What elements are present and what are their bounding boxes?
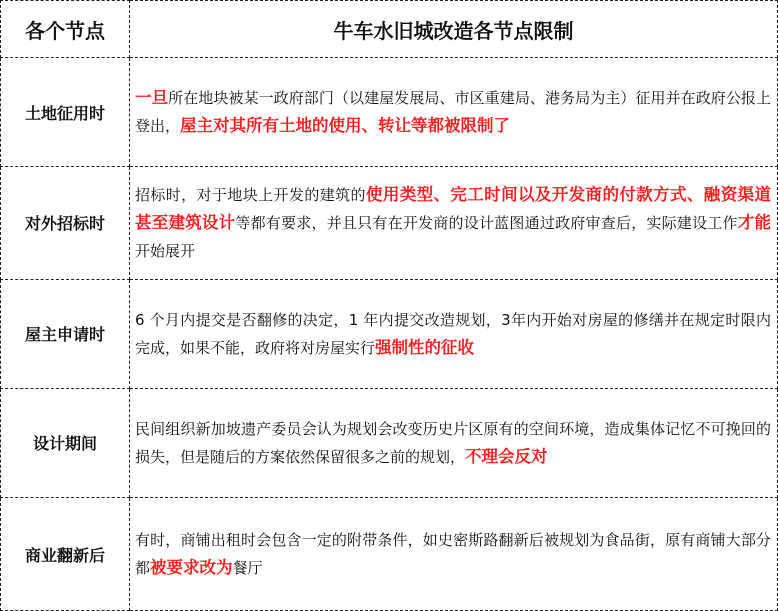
row-label: 对外招标时 [1, 167, 130, 280]
highlight-text: 使用类型、完工时间以及开发商的付款方式、融资渠道甚至建筑设计 [135, 184, 771, 232]
body-text: 有时，商铺出租时会包含一定的附带条件，如史密斯路翻新后被规划为食品街，原有商铺大部分都 [135, 531, 771, 578]
row-label: 土地征用时 [1, 58, 130, 167]
table-row [1, 58, 778, 167]
row-content [130, 58, 778, 167]
table-row [1, 279, 778, 388]
highlight-text: 强制性的征收 [375, 337, 475, 357]
highlight-text: 屋主对其所有土地的使用、转让等都被限制了 [180, 116, 511, 136]
body-text: 民间组织新加坡遗产委员会认为规划会改变历史片区原有的空间环境，造成集体记忆不可挽回的损失，但是随后的方案依然保留很多之前的规划， [135, 419, 771, 466]
body-text: 开始展开 [135, 241, 196, 260]
body-text: 等都有要求，并且只有在开发商的设计蓝图通过政府审查后，实际建设工作 [235, 213, 738, 232]
row-label: 设计期间 [1, 388, 130, 498]
header-row [1, 1, 778, 58]
highlight-text: 一旦 [135, 88, 169, 108]
body-text: 招标时，对于地块上开发的建筑的 [135, 185, 366, 204]
row-content [130, 167, 778, 280]
table-row [1, 498, 778, 611]
highlight-text: 不理会反对 [465, 446, 548, 466]
table-row [1, 167, 778, 280]
row-content [130, 498, 778, 611]
body-text: 餐厅 [232, 559, 263, 578]
row-label: 商业翻新后 [1, 498, 130, 611]
highlight-text: 被要求改为 [150, 558, 233, 578]
header-nodes: 各个节点 [1, 1, 130, 58]
body-text: 所在地块被某一政府部门（以建屋发展局、市区重建局、港务局为主）征用并在政府公报上登出， [135, 89, 771, 136]
table-row [1, 388, 778, 498]
header-title: 牛车水旧城改造各节点限制 [130, 1, 778, 58]
highlight-text: 才能 [737, 212, 772, 232]
row-content [130, 279, 778, 388]
body-text: 6 个月内提交是否翻修的决定，1 年内提交改造规划，3年内开始对房屋的修缮并在规定时限内完成，如果不能，政府将对房屋实行 [135, 310, 771, 357]
row-content [130, 388, 778, 498]
row-label: 屋主申请时 [1, 279, 130, 388]
